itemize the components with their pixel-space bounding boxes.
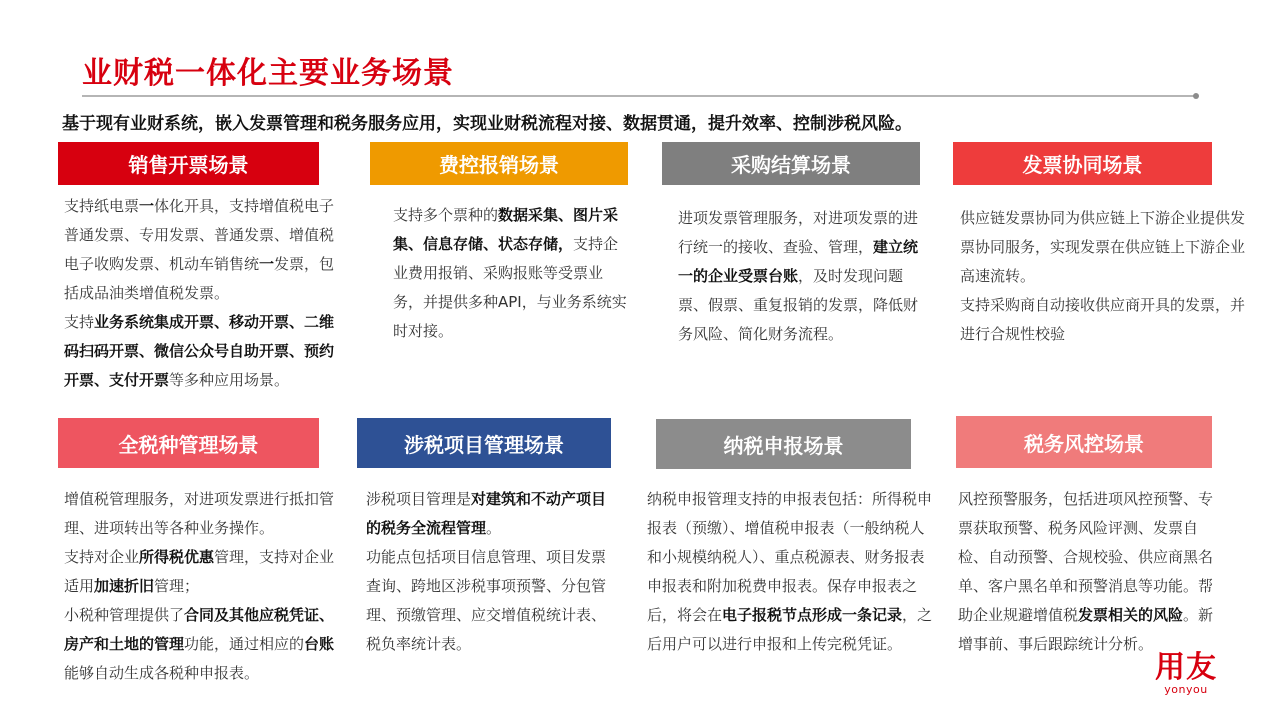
card-paragraph <box>960 291 1245 349</box>
body-text: 涉税项目管理是 <box>366 490 472 508</box>
card-body-tax-risk-control <box>958 485 1214 659</box>
title-divider <box>82 95 1196 97</box>
card-paragraph <box>366 485 610 543</box>
card-header-tax-risk-control: 税务风控场景 <box>956 416 1212 468</box>
body-text: 支持采购商自动接收供应商开具的发票，并进行合规性校验 <box>960 296 1246 343</box>
body-text: 。 <box>486 519 502 537</box>
highlight-text: 电子报税节点形成一条记录 <box>722 606 903 624</box>
body-text: 风控预警服务，包括进项风控预警、专票获取预警、税务风险评测、发票自检、自动预警、合规校验、供应商黑名单、客户黑名单和预警消息等功能。帮助企业规避增值税 <box>958 490 1214 624</box>
card-paragraph <box>647 485 935 659</box>
body-text: 发票，包括成品油类增值税发票。 <box>64 255 335 302</box>
card-header-all-tax-management: 全税种管理场景 <box>58 418 319 468</box>
highlight-text: 对建筑和不动产项目的税务全流程管理 <box>366 490 607 537</box>
card-paragraph <box>64 192 336 308</box>
highlight-text: 一 <box>139 197 155 215</box>
yonyou-logo <box>1146 652 1226 696</box>
page-title: 业财税一体化主要业务场景 <box>82 56 454 91</box>
card-body-sales-invoicing <box>64 192 336 395</box>
card-body-tax-project-management <box>366 485 610 659</box>
card-header-sales-invoicing: 销售开票场景 <box>58 142 319 185</box>
highlight-text: 业务系统集成开票、移动开票、二维码扫码开票、微信公众号自助开票、预约开票、支付开票 <box>64 313 335 389</box>
card-body-invoice-collaboration <box>960 204 1245 349</box>
card-body-tax-declaration <box>647 485 935 659</box>
body-text: 支持对企业 <box>64 548 140 566</box>
body-text: 功能，通过相应的 <box>184 635 305 653</box>
body-text: 功能点包括项目信息管理、项目发票查询、跨地区涉税事项预警、分包管理、预缴管理、应交增值税统计表、税负率统计表。 <box>366 548 607 653</box>
body-text: 。新增事前、事后跟踪统计分析。 <box>958 606 1214 653</box>
card-paragraph <box>678 204 920 349</box>
body-text: 等多种应用场景。 <box>169 371 290 389</box>
highlight-text: 加速折旧 <box>94 577 155 595</box>
highlight-text: 一 <box>259 255 275 273</box>
body-text: 管理，支持对企业适用 <box>64 548 335 595</box>
body-text: ，及时发现问题票、假票、重复报销的发票，降低财务风险、简化财务流程。 <box>678 267 919 343</box>
card-body-expense-control <box>393 201 629 346</box>
card-paragraph <box>958 485 1214 659</box>
card-header-tax-project-management: 涉税项目管理场景 <box>357 418 611 468</box>
body-text: 进项发票管理服务，对进项发票的进行统一的接收、查验、管理， <box>678 209 919 256</box>
body-text: 纳税申报管理支持的申报表包括：所得税申报表（预缴）、增值税申报表（一般纳税人和小规模纳税人）、重点税源表、财务报表申报表和附加税费申报表。保存申报表之后，将会在 <box>647 490 933 624</box>
highlight-text: 台账 <box>304 635 335 653</box>
body-text: 供应链发票协同为供应链上下游企业提供发票协同服务，实现发票在供应链上下游企业高速流转。 <box>960 209 1246 285</box>
body-text: 增值税管理服务，对进项发票进行抵扣管理、进项转出等各种业务操作。 <box>64 490 335 537</box>
body-text: 支持企业费用报销、采购报账等受票业务，并提供多种API，与业务系统实时对接。 <box>393 235 627 340</box>
body-text: 管理； <box>154 577 200 595</box>
body-text: 能够自动生成各税种申报表。 <box>64 664 260 682</box>
card-paragraph <box>960 204 1245 291</box>
card-body-all-tax-management <box>64 485 336 688</box>
highlight-text: 发票相关的风险 <box>1078 606 1184 624</box>
card-header-invoice-collaboration: 发票协同场景 <box>953 142 1212 185</box>
card-paragraph <box>64 308 336 395</box>
body-text: 支持多个票种的 <box>393 206 499 224</box>
highlight-text: 所得税优惠 <box>139 548 215 566</box>
highlight-text: 建立统一的企业受票台账 <box>678 238 919 285</box>
divider-end-dot <box>1193 93 1199 99</box>
card-paragraph <box>64 543 336 601</box>
card-header-purchase-settlement: 采购结算场景 <box>662 142 920 185</box>
body-text: 支持 <box>64 313 95 331</box>
body-text: 支持纸电票 <box>64 197 140 215</box>
card-header-expense-control: 费控报销场景 <box>370 142 628 185</box>
card-header-tax-declaration: 纳税申报场景 <box>656 419 911 469</box>
card-paragraph <box>64 485 336 543</box>
card-body-purchase-settlement <box>678 204 920 349</box>
card-paragraph <box>393 201 629 346</box>
body-text: ，之后用户可以进行申报和上传完税凭证。 <box>647 606 933 653</box>
highlight-text: 合同及其他应税凭证、房产和土地的管理 <box>64 606 335 653</box>
card-paragraph <box>64 601 336 688</box>
page-subtitle: 基于现有业财系统，嵌入发票管理和税务服务应用，实现业财税流程对接、数据贯通，提升效率、控制涉税风险。 <box>62 114 912 134</box>
logo-wordmark: yonyou <box>1164 683 1208 696</box>
body-text: 小税种管理提供了 <box>64 606 185 624</box>
highlight-text: 数据采集、图片采集、信息存储、状态存储， <box>393 206 619 253</box>
logo-mark: 用友 <box>1155 650 1217 685</box>
card-paragraph <box>366 543 610 659</box>
body-text: 体化开具，支持增值税电子普通发票、专用发票、普通发票、增值税电子收购发票、机动车销售统 <box>64 197 335 273</box>
